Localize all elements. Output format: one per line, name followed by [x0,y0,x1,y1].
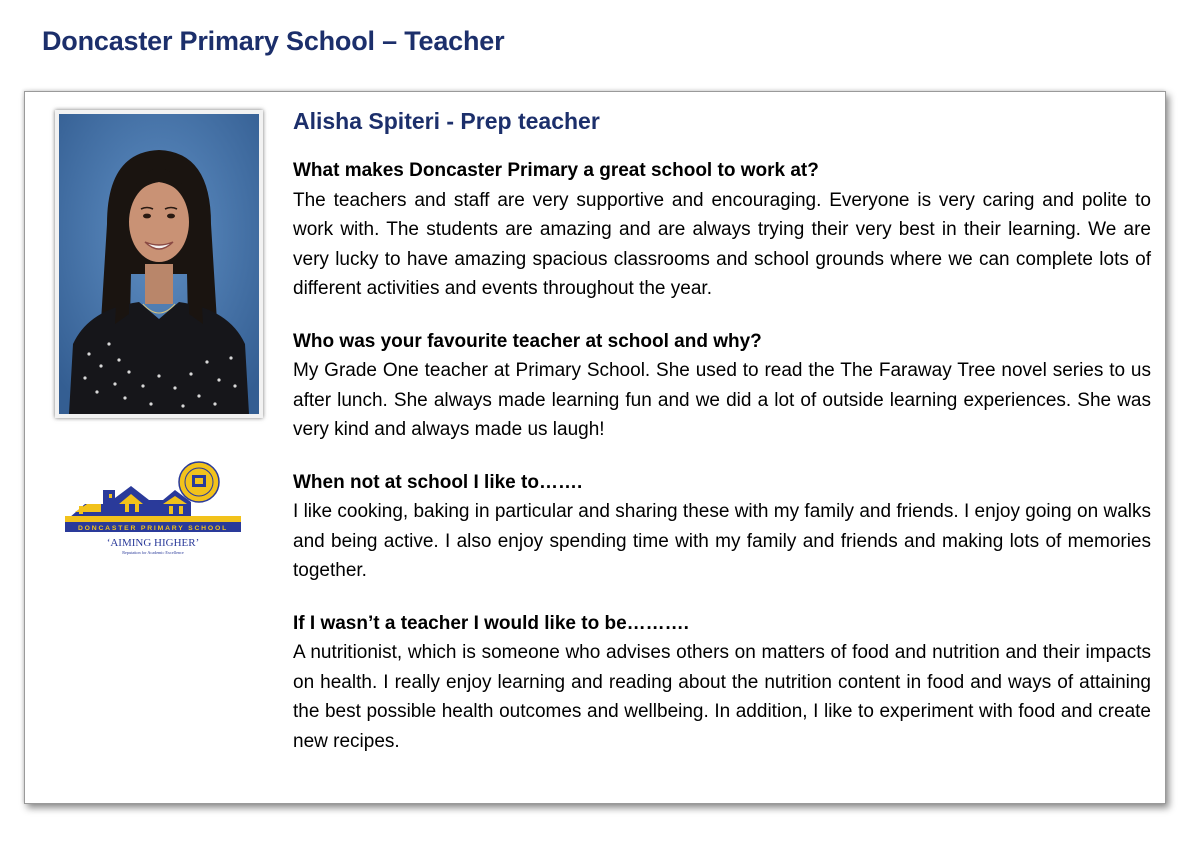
logo-motto: ‘AIMING HIGHER’ [106,537,200,549]
school-logo [65,460,245,565]
qa-block [293,327,1151,445]
answer-text: I like cooking, baking in particular and sharing these with my family and friends. I enjoy going on walks and being active. I also enjoy spending time with my family and friends and making lots of memories together. [293,501,1151,581]
question-heading: Who was your favourite teacher at school and why? [293,330,762,352]
teacher-name: Alisha Spiteri - Prep teacher [293,108,600,134]
qa-block [293,156,1151,304]
logo-banner-text: DONCASTER PRIMARY SCHOOL [77,525,229,532]
question-heading: When not at school I like to……. [293,471,583,493]
teacher-profile-card [24,91,1166,804]
question-heading: What makes Doncaster Primary a great school to work at? [293,160,819,181]
teacher-photo [55,110,263,418]
answer-text: A nutritionist, which is someone who advises others on matters of food and nutrition and their impacts on health. I really enjoy learning and reading about the nutrition content in food and ways of attaining the best possible health outcomes and wellbeing. In addition, I like to experiment with food and create new recipes. [293,642,1151,752]
answer-text: The teachers and staff are very supportive and encouraging. Everyone is very caring and polite to work with. The students are amazing and are always trying their very best in their learning. We are very lucky to have amazing spacious classrooms and school grounds where we can complete lots of different activities and events throughout the year. [293,189,1151,299]
qa-block [293,468,1151,586]
logo-tagline: Reputation for Academic Excellence [122,550,184,555]
qa-block [293,609,1151,757]
page-title: Doncaster Primary School – Teacher [42,26,505,56]
question-heading: If I wasn’t a teacher I would like to be………. [293,612,689,634]
profile-content [293,105,1151,779]
answer-text: My Grade One teacher at Primary School. She used to read the The Faraway Tree novel series to us after lunch. She always made learning fun and we did a lot of outside learning experiences. She was very kind and always made us laugh! [293,360,1151,440]
